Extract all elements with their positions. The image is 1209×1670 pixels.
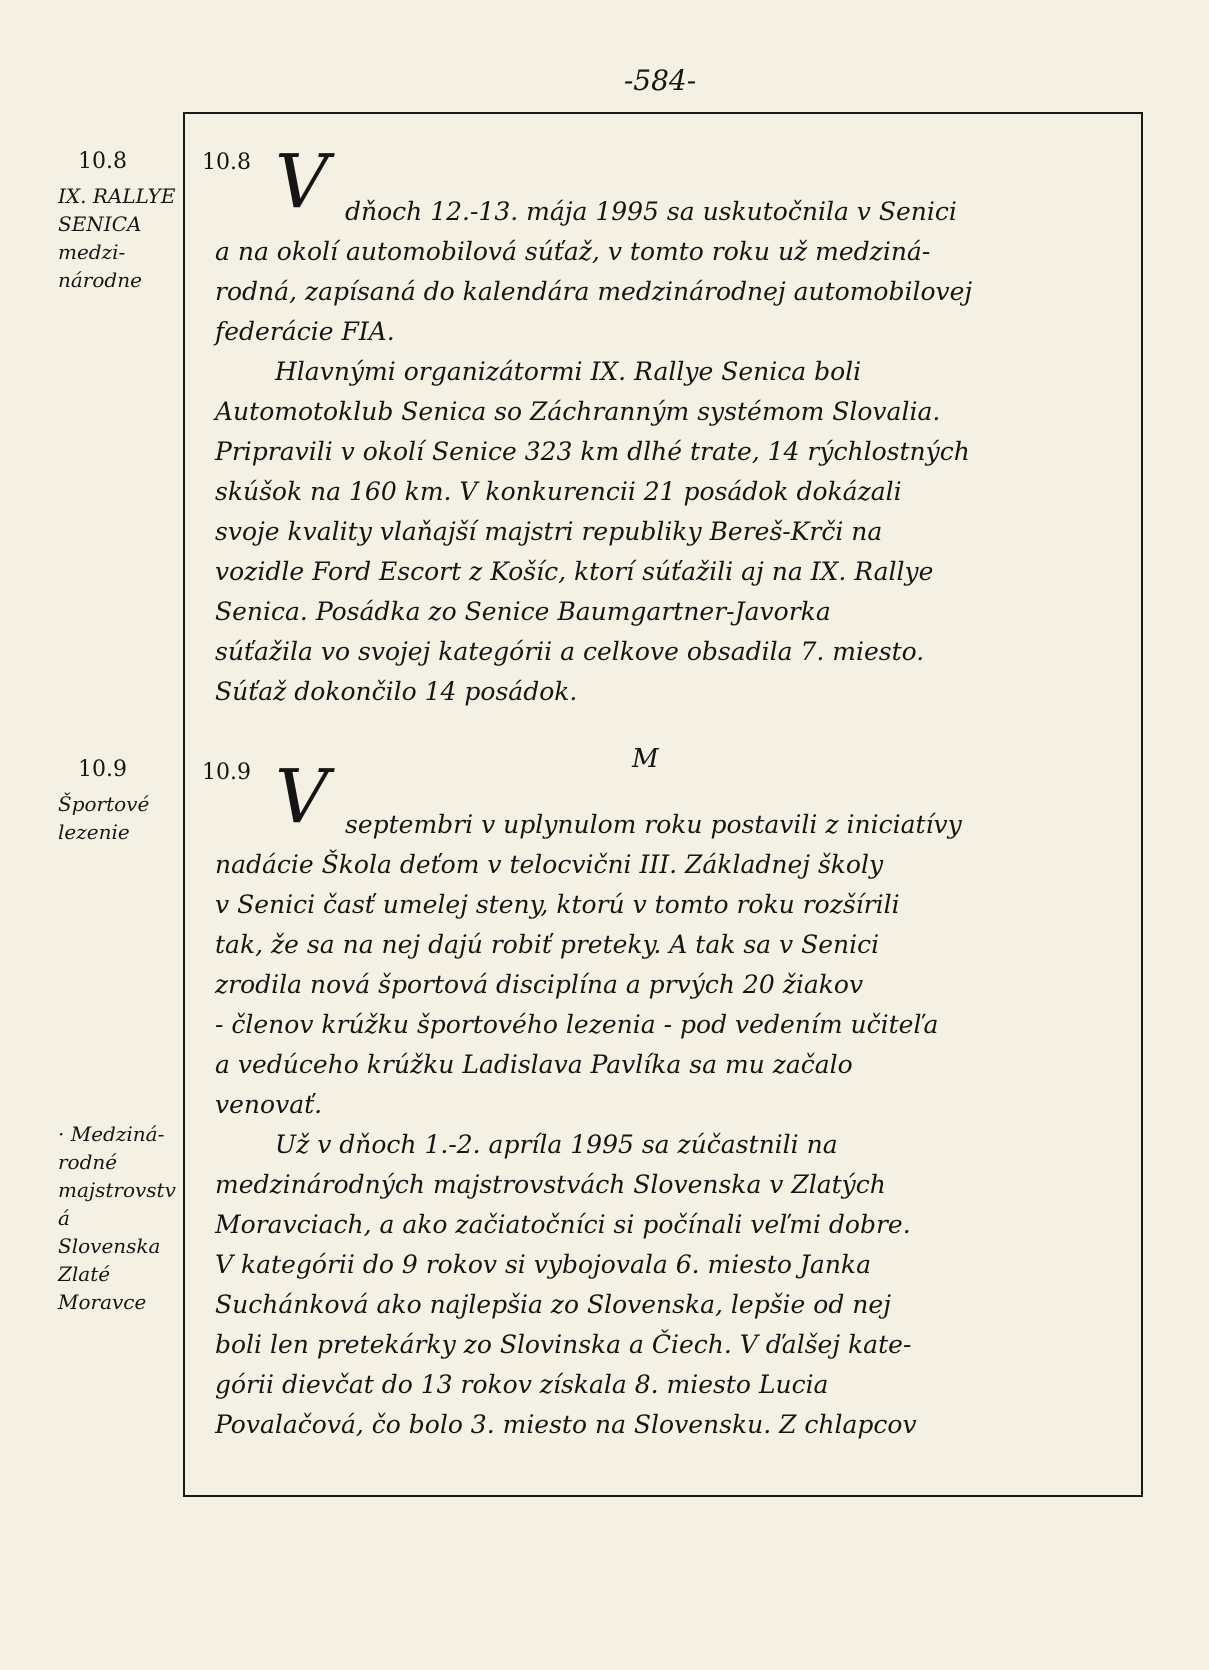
text-line: Pripravili v okolí Senice 323 km dlhé trate, 14 rýchlostných xyxy=(215,437,970,466)
handwritten-mark: M xyxy=(632,744,659,774)
margin-note-line: Moravce xyxy=(58,1290,147,1314)
text-line: boli len pretekárky zo Slovinska a Čiech. V ďalšej kate- xyxy=(215,1330,912,1359)
text-line: a vedúceho krúžku Ladislava Pavlíka sa mu začalo xyxy=(215,1050,853,1079)
text-line: Automotoklub Senica so Záchranným systémom Slovalia. xyxy=(215,397,941,426)
margin-note-line: · Medziná- xyxy=(58,1122,165,1146)
margin-note-line: národne xyxy=(58,268,142,292)
text-line: górii dievčat do 13 rokov získala 8. miesto Lucia xyxy=(215,1370,829,1399)
page-number: -584- xyxy=(623,64,697,97)
text-line: vozidle Ford Escort z Košíc, ktorí súťažili aj na IX. Rallye xyxy=(215,557,934,586)
text-line: zrodila nová športová disciplína a prvých 20 žiakov xyxy=(215,970,864,999)
text-line: svoje kvality vlaňajší majstri republiky Bereš-Krči na xyxy=(215,517,883,546)
text-line: súťažila vo svojej kategórii a celkove obsadila 7. miesto. xyxy=(215,637,925,666)
margin-note-line: Zlaté xyxy=(58,1262,111,1286)
text-line: venovať. xyxy=(215,1090,323,1119)
margin-note-line: IX. RALLYE xyxy=(58,184,176,208)
section-number: 10.9 xyxy=(202,760,251,785)
margin-note-line: medzi- xyxy=(58,240,126,264)
text-line: Hlavnými organizátormi IX. Rallye Senica boli xyxy=(275,357,862,386)
text-line: Suchánková ako najlepšia zo Slovenska, lepšie od nej xyxy=(215,1290,891,1319)
text-line: a na okolí automobilová súťaž, v tomto roku už medziná- xyxy=(215,237,931,266)
section-text-climbing xyxy=(215,805,1120,1445)
text-line: dňoch 12.-13. mája 1995 sa uskutočnila v Senici xyxy=(345,197,957,226)
text-line: v Senici časť umelej steny, ktorú v tomto roku rozšírili xyxy=(215,890,900,919)
text-line: medzinárodných majstrovstvách Slovenska v Zlatých xyxy=(215,1170,886,1199)
drop-cap: V xyxy=(275,139,329,225)
text-line: V kategórii do 9 rokov si vybojovala 6. miesto Janka xyxy=(215,1250,871,1279)
text-line: Povalačová, čo bolo 3. miesto na Slovensku. Z chlapcov xyxy=(215,1410,917,1439)
text-line: septembri v uplynulom roku postavili z iniciatívy xyxy=(345,810,962,839)
drop-cap: V xyxy=(275,754,329,840)
margin-note-number: 10.9 xyxy=(78,757,127,782)
section-number: 10.8 xyxy=(202,150,251,175)
margin-note-climbing xyxy=(58,756,183,846)
text-line: tak, že sa na nej dajú robiť preteky. A tak sa v Senici xyxy=(215,930,880,959)
text-line: skúšok na 160 km. V konkurencii 21 posádok dokázali xyxy=(215,477,902,506)
text-line: Súťaž dokončilo 14 posádok. xyxy=(215,677,578,706)
margin-note-line: Slovenska xyxy=(58,1234,161,1258)
text-line: Moravciach, a ako začiatočníci si počínali veľmi dobre. xyxy=(215,1210,911,1239)
margin-note-line: Športové xyxy=(58,792,150,816)
margin-note-line: SENICA xyxy=(58,212,142,236)
margin-note-championship xyxy=(58,1120,183,1316)
margin-note-rallye xyxy=(58,148,183,294)
text-line: - členov krúžku športového lezenia - pod vedením učiteľa xyxy=(215,1010,939,1039)
text-line: Senica. Posádka zo Senice Baumgartner-Javorka xyxy=(215,597,831,626)
margin-note-line: lezenie xyxy=(58,820,130,844)
margin-note-number: 10.8 xyxy=(78,149,127,174)
text-line: federácie FIA. xyxy=(215,317,395,346)
margin-note-line: majstrovstvá xyxy=(58,1178,176,1230)
text-line: nadácie Škola deťom v telocvični III. Základnej školy xyxy=(215,850,884,879)
section-text-rallye xyxy=(215,192,1120,712)
margin-note-line: rodné xyxy=(58,1150,118,1174)
text-line: Už v dňoch 1.-2. apríla 1995 sa zúčastnili na xyxy=(275,1130,838,1159)
text-line: rodná, zapísaná do kalendára medzinárodnej automobilovej xyxy=(215,277,973,306)
